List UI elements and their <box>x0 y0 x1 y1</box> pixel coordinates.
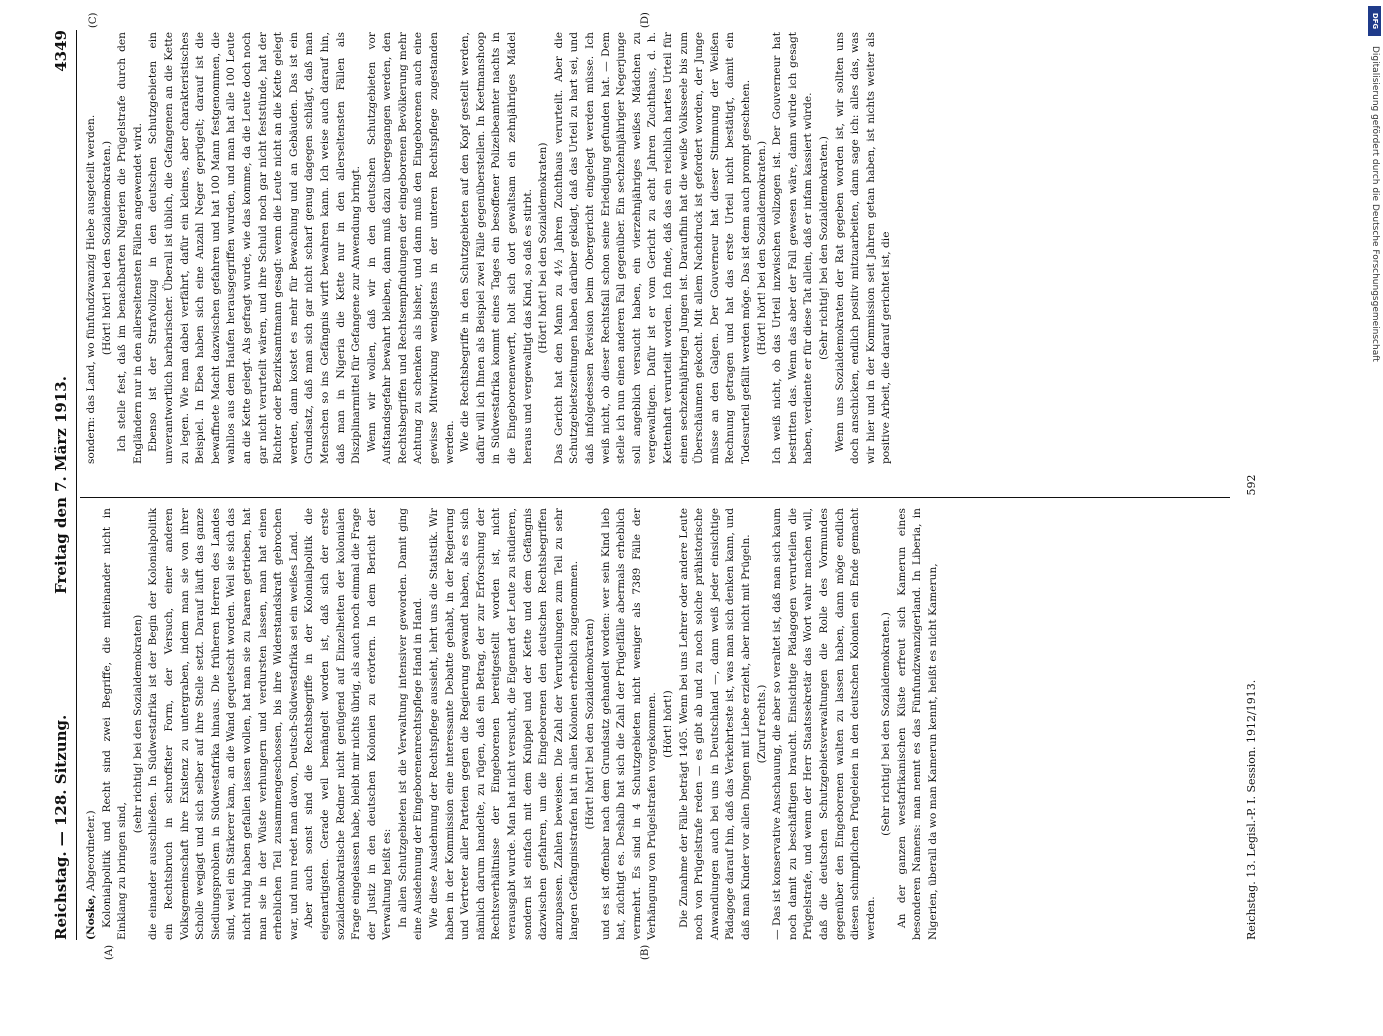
interjection: (Sehr richtig! bei den Sozialdemokraten.) <box>880 612 893 836</box>
interjection: (Hört! hört! bei den Sozialdemokraten) <box>584 618 596 830</box>
footer-session: Reichstag. 13. Legisl.-P. I. Session. 1912/1913. <box>1245 679 1258 940</box>
paragraph: Ich weiß nicht, ob das Urteil inzwischen vollzogen ist. Der Gouverneur hat bestritten das. Wenn das aber der Fall gewesen wäre, dann würde ich gesagt haben, verdiente er für diese Tat allein, daß er infam kassiert würde. <box>771 32 815 464</box>
margin-marker-d: (D) <box>640 12 651 28</box>
paragraph: Wenn uns Sozialdemokraten der Rat gegeben worden ist, wir sollten uns doch anschicken, endlich positiv mitzuarbeiten, dann sage ich: alles das, was wir hier und in der Kommission seit Jahren getan haben, ist nichts weiter als positive Arbeit, die darauf gerichtet ist, die <box>833 32 893 464</box>
speaker-role: Abgeordneter.) <box>85 810 97 892</box>
dfg-logo-text: DFG <box>1371 12 1379 30</box>
interjection: (Hört! hört! bei den Sozialdemokraten) <box>537 142 550 354</box>
interjection: (Zuruf rechts.) <box>755 684 768 764</box>
speaker-name: (Noske, <box>85 894 97 940</box>
paragraph: Ich stelle fest, daß im benachbarten Nigerien die Prügelstrafe durch den Engländern nur in den allerseltensten Fällen angewendet wird. <box>116 32 144 464</box>
paragraph: Wie diese Ausdehnung der Rechtspflege aussieht, lehrt uns die Statistik. Wir haben in der Kommission eine interessante Debatte gehabt, in der Regierung und Vertreter aller Parteien gegen die Regierung gewandt haben, als es sich nämlich darum handelte, zu rügen, daß ein Betrag, der zur Erforschung der Rechtsverhältnisse der Eingeborenen bereitgestellt worden ist, nicht verausgabt wurde. Man hat nicht versucht, die Eigenart der Leute zu studieren, sondern ist einfach mit dem Knüppel und der Kette und dem Gefängnis dazwischen gefahren, um die Eingeborenen den deutschen Rechtsbegriffen anzupassen. Zahlen beweisen. Die Zahl der Verurteilungen zum Teil zu sehr langen Gefängnisstrafen hat in allen Kolonien erheblich zugenommen. <box>428 508 581 940</box>
paragraph: Die Zunahme der Fälle beträgt 1405. Wenn bei uns Lehrer oder andere Leute noch von Prügelstrafe reden — es gibt ab und zu noch solche prähistorische Anwandlungen auch bei uns in Deutschland —, dann weiß jeder einsichtige Pädagoge darauf hin, daß das Verkehrteste ist, was man sich denken kann, und daß man Kinder vor allen Dingen mit Liebe erzieht, aber nicht mit Prügeln. <box>677 508 752 940</box>
interjection: (Hört! hört! bei den Sozialdemokraten.) <box>100 140 113 356</box>
credit-text: Digitalisierung gefördert durch die Deutsche Forschungsgemeinschaft <box>1370 46 1380 362</box>
paragraph: Kolonialpolitik und Recht sind zwei Begriffe, die miteinander nicht in Einklang zu bringen sind, <box>100 508 129 940</box>
interjection: (Hört! hört!) <box>661 690 674 758</box>
quotation: In allen Schutzgebieten ist die Verwaltung intensiver geworden. Damit ging eine Ausdehnung der Eingeborenenrechtspflege Hand in Hand. <box>396 508 425 940</box>
speaker-line <box>84 508 100 940</box>
paragraph: Ebenso ist der Strafvollzug in den deutschen Schutzgebieten ein unverantwortlich barbarischer. Überall ist üblich, die Gefangenen an die Kette zu legen. Wie man dabei verfährt, dafür ein kleines, aber charakteristisches Beispiel. In Ebea haben sich eine Anzahl Neger geprügelt; darauf ist die bewaffnete Macht dazwischen gefahren und hat 100 Mann festgenommen, die wahllos aus dem Haufen herausgegriffen wurden, und man hat alle 100 Leute an die Kette gelegt. Als gefragt wurde, wie das komme, da die Leute doch noch gar nicht verurteilt wären, und ihre Schuld noch gar nicht feststünde, hat der Richter oder Bezirksamtmann gesagt: wenn die Leute nicht an die Kette gelegt werden, dann kostet es mehr für Bewachung und an Gebäuden. Das ist ein Grundsatz, daß man sich gar nicht scharf genug dagegen schlägt, daß man Menschen so ins Gefängnis wirft bewahren kann. Ich weise auch darauf hin, daß man in Nigeria die Kette nur in den allerseltensten Fällen als Disziplinarmittel für Gefangene zur Anwendung bringt. <box>147 32 363 464</box>
header-center: Freitag den 7. März 1913. <box>52 376 70 594</box>
interjection: (sehr richtig! bei den Sozialdemokraten) <box>131 614 144 834</box>
paragraph: — Das ist konservative Anschauung, die aber so veraltet ist, daß man sich kaum noch damit zu beschäftigen braucht. Einsichtige Pädagogen verurteilen die Prügelstrafe, und wenn der Herr Staatssekretär das Wort wahr machen will, daß die deutschen Schutzgebietsverwaltungen die Rolle des Vormundes gegenüber den Eingeborenen walten zu lassen haben, dann möge endlich diesen schimpflichen Prügeleien in den deutschen Kolonien ein Ende gemacht werden. <box>771 508 877 940</box>
right-column <box>84 32 895 464</box>
margin-marker-c: (C) <box>88 12 99 28</box>
header-left: Reichstag. — 128. Sitzung. <box>52 714 70 940</box>
footer-sheet-number: 592 <box>1245 474 1258 496</box>
digitization-credit <box>1368 6 1382 996</box>
left-column <box>84 508 942 940</box>
paragraph: sondern: das Land, wo fünfundzwanzig Hiebe ausgeteilt werden. <box>85 114 97 464</box>
margin-marker-b: (B) <box>640 944 651 960</box>
paragraph: Wie die Rechtsbegriffe in den Schutzgebieten auf den Kopf gestellt werden, dafür will ich Ihnen als Beispiel zwei Fälle gegenüberstellen. In Keetmanshoop in Südwestafrika kommt eines Tages ein besoffener Polizeibeamter nachts in die Eingeborenenwerft, holt sich dort gewaltsam ein zehnjähriges Mädel heraus und vergewaltigt das Kind, so daß es stirbt. <box>459 32 534 464</box>
margin-marker-a: (A) <box>104 944 115 960</box>
page-number: 4349 <box>52 30 70 72</box>
paragraph: Das Gericht hat den Mann zu 4½ Jahren Zuchthaus verurteilt. Aber die Schutzgebietszeitungen haben darüber geklagt, daß das Urteil zu hart sei, und daß infolgedessen Revision beim Obergericht eingelegt werden müsse. Ich weiß nicht, ob dieser Rechtsfall schon seine Erledigung gefunden hat. — Dem stelle ich nun einen anderen Fall gegenüber. Ein sechzehnjähriger Negerjunge soll angeblich versucht haben, ein vierzehnjähriges weißes Mädchen zu vergewaltigen. Dafür ist er vom Gericht zu acht Jahren Zuchthaus, d. h. Kettenhaft verurteilt worden. Ich finde, daß das ein reichlich hartes Urteil für einen sechzehnjährigen Jungen ist. Daraufhin hat die weiße Volksseele bis zum Überschäumen gekocht. Mit allem Nachdruck ist gefordert worden, der Junge müsse an den Galgen. Der Gouverneur hat dieser Stimmung der Weißen Rechnung getragen und hat das erste Urteil nicht bestätigt, damit ein Todesurteil gefällt werden möge. Das ist denn auch prompt geschehen. <box>552 32 752 464</box>
column-divider <box>80 497 1230 498</box>
paragraph: Aber auch sonst sind die Rechtsbegriffe in der Kolonialpolitik die eigenartigsten. Gerade weil bemängelt worden ist, daß sich der erste sozialdemokratische Redner nicht genügend auf Einzelheiten der kolonialen Frage eingelassen habe, bleibt mir nichts übrig, als auch noch einmal die Frage der Justiz in den deutschen Kolonien zu erörtern. In dem Bericht der Verwaltung heißt es: <box>303 508 394 940</box>
interjection: (Hört! hört! bei den Sozialdemokraten.) <box>755 140 768 356</box>
paragraph: die einander ausschließen. In Südwestafrika ist der Begin der Kolonialpolitik ein Rechtsbruch in schroffster Form, der Versuch, einer anderen Volksgemeinschaft ihre Existenz zu untergraben, indem man sie von ihrer Scholle wegjagt und sich selber auf ihre Stelle setzt. Darauf läuft das ganze Siedlungsproblem in Südwestafrika hinaus. Die früheren Herren des Landes sind, weil ein Stärkerer kam, an die Wand gequetscht worden. Weil sie sich das nicht ruhig haben gefallen lassen wollen, hat man sie zu Paaren getrieben, hat man sie in der Wüste verhungern und verdursten lassen, man hat einen erheblichen Teil zusammengeschossen, bis ihre Widerstandskraft gebrochen war, und nun redet man davon, Deutsch-Südwestafrika sei ein weißes Land. <box>147 508 300 940</box>
page-footer <box>1245 30 1265 940</box>
paragraph: An der ganzen westafrikanischen Küste erfreut sich Kamerun eines besonderen Namens: man nennt es das Fünfundzwanzigerland. In Liberia, in Nigerien, überall da wo man Kamerun kennt, heißt es nicht Kamerun, <box>895 508 940 940</box>
interjection: (Sehr richtig! bei den Sozialdemokraten.) <box>817 136 830 360</box>
paragraph: und es ist offenbar nach dem Grundsatz gehandelt worden: wer sein Kind lieb hat, züchtigt es. Deshalb hat sich die Zahl der Prügelfälle abermals erheblich vermehrt. Es sind in 4 Schutzgebieten nicht weniger als 7389 Fälle der Verhängung von Prügelstrafen vorgekommen. <box>599 508 659 940</box>
page-header <box>52 30 74 940</box>
header-rule <box>76 30 77 940</box>
paragraph: Wenn wir wollen, daß wir in den deutschen Schutzgebieten vor Aufstandsgefahr bewahrt bleiben, dann muß dazu übergegangen werden, den Rechtsbegriffen und Rechtsempfindungen der eingeborenen Bevölkerung mehr Achtung zu schenken als bisher, und dann muß den Eingeborenen auch eine gewisse Mitwirkung wenigstens in der unteren Rechtspflege zugestanden werden. <box>365 32 456 464</box>
